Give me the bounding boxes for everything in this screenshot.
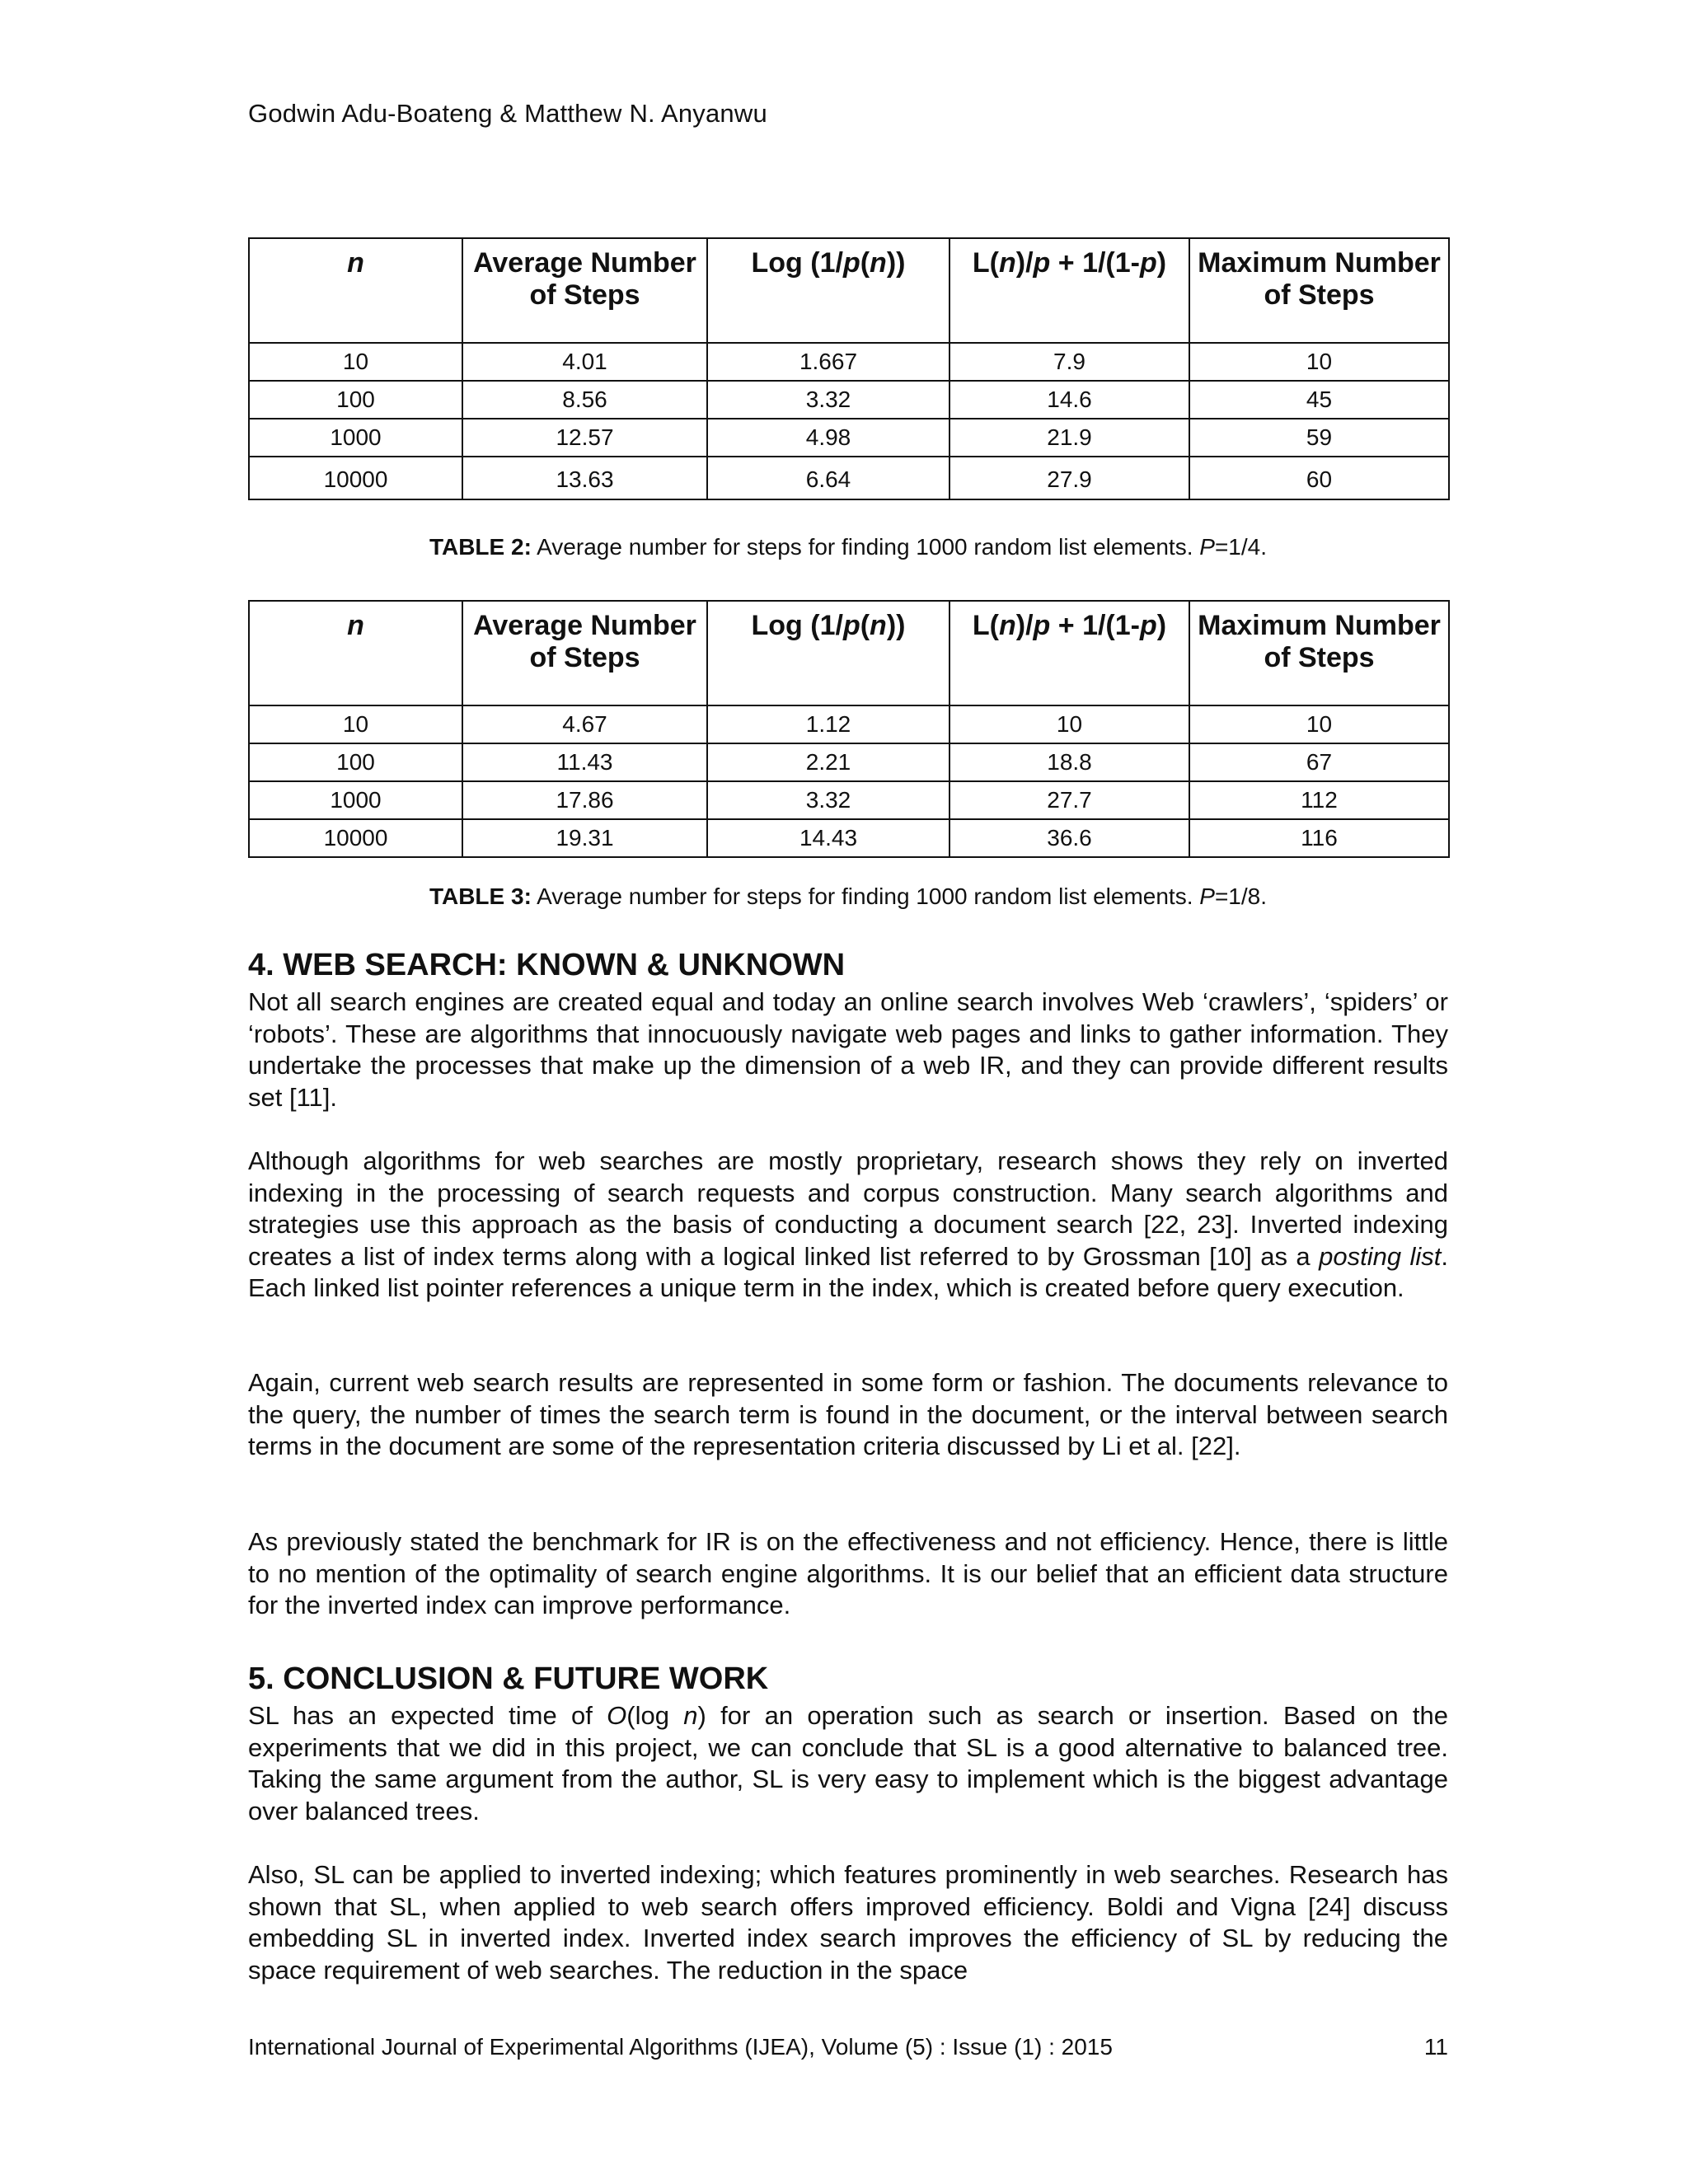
cell: 4.01 [462,343,707,381]
table-row [249,819,1449,857]
column-header-average-steps: Average Number of Steps [462,601,707,705]
table-row [249,419,1449,457]
column-header-log: Log (1/p(n)) [707,238,950,343]
cell: 36.6 [950,819,1189,857]
cell: 59 [1189,419,1449,457]
cell: 10 [950,705,1189,743]
column-header-n: n [249,601,462,705]
section-4-paragraph-3: Again, current web search results are represented in some form or fashion. The documents relevance to the query, the number of times the search term is found in the document, or the interval between search terms in the document are some of the representation criteria discussed by Li et al. [22]. [248,1368,1448,1460]
cell: 116 [1189,819,1449,857]
column-header-average-steps: Average Number of Steps [462,238,707,343]
cell: 1.12 [707,705,950,743]
table-3 [248,600,1450,858]
section-5-paragraph-2: Also, SL can be applied to inverted indexing; which features prominently in web searches. Research has shown that SL, when applied to web search offers improved efficiency. Boldi and Vigna [24] discuss embedding SL in inverted index. Inverted index search improves the efficiency of SL by reducing the space requirement of web searches. The reduction in the space [248,1860,1448,1985]
page-footer [248,2034,1448,2060]
cell: 4.98 [707,419,950,457]
column-header-ln-formula: L(n)/p + 1/(1-p) [950,601,1189,705]
cell: 10000 [249,819,462,857]
table-row [249,457,1449,499]
cell: 10 [249,705,462,743]
cell: 1.667 [707,343,950,381]
posting-list-term: posting list [1319,1241,1442,1271]
caption-p: P [1199,883,1215,909]
caption-label: TABLE 3: [429,883,532,909]
cell: 3.32 [707,781,950,819]
cell: 18.8 [950,743,1189,781]
cell: 100 [249,743,462,781]
table-row [249,343,1449,381]
cell: 10 [1189,343,1449,381]
cell: 21.9 [950,419,1189,457]
column-header-n: n [249,238,462,343]
table-row [249,381,1449,419]
cell: 2.21 [707,743,950,781]
caption-text: Average number for steps for finding 1000 random list elements. [531,883,1200,909]
cell: 60 [1189,457,1449,499]
table-2-caption [248,534,1448,560]
cell: 12.57 [462,419,707,457]
table-row [249,705,1449,743]
cell: 27.9 [950,457,1189,499]
page-number: 11 [1423,2034,1448,2060]
cell: 14.6 [950,381,1189,419]
cell: 10 [249,343,462,381]
section-4-paragraph-1: Not all search engines are created equal and today an online search involves Web ‘crawlers’, ‘spiders’ or ‘robots’. These are algorithms that innocuously navigate web pages and links to gather information. They undertake the processes that make up the dimension of a web IR, and they can provide different results set [11]. [248,987,1448,1112]
cell: 1000 [249,781,462,819]
cell: 7.9 [950,343,1189,381]
caption-text: Average number for steps for finding 1000 random list elements. [531,534,1200,560]
cell: 17.86 [462,781,707,819]
table-row [249,781,1449,819]
cell: 45 [1189,381,1449,419]
caption-p-value: =1/8. [1214,883,1268,909]
caption-label: TABLE 2: [429,534,532,560]
table-header-row [249,238,1449,343]
table-header-row [249,601,1449,705]
column-header-max-steps: Maximum Number of Steps [1189,601,1449,705]
cell: 27.7 [950,781,1189,819]
section-4-paragraph-2: Although algorithms for web searches are mostly proprietary, research shows they rely on inverted indexing in the processing of search requests and corpus construction. Many search algorithms and strategies use this approach as the basis of conducting a document search [22, 23]. Inverted indexing creates a list of index terms along with a logical linked list referred to by Grossman [10] as a posting list. Each linked list pointer references a unique term in the index, which is created before query execution. [248,1146,1448,1302]
section-5-paragraph-1: SL has an expected time of O(log n) for an operation such as search or insertion. Based on the experiments that we did in this project, we can conclude that SL is a good alternative to balanced tree. Taking the same argument from the author, SL is very easy to implement which is the biggest advantage over balanced trees. [248,1701,1448,1825]
cell: 4.67 [462,705,707,743]
table-row [249,743,1449,781]
cell: 67 [1189,743,1449,781]
cell: 10000 [249,457,462,499]
cell: 1000 [249,419,462,457]
journal-citation: International Journal of Experimental Algorithms (IJEA), Volume (5) : Issue (1) : 2015 [248,2034,1113,2060]
cell: 11.43 [462,743,707,781]
cell: 3.32 [707,381,950,419]
section-4-paragraph-4: As previously stated the benchmark for IR is on the effectiveness and not efficiency. Hence, there is little to no mention of the optimality of search engine algorithms. It is our belief that an efficient data structure for the inverted index can improve performance. [248,1527,1448,1619]
column-header-max-steps: Maximum Number of Steps [1189,238,1449,343]
cell: 13.63 [462,457,707,499]
section-4-heading: 4. WEB SEARCH: KNOWN & UNKNOWN [248,948,846,982]
cell: 6.64 [707,457,950,499]
table-3-caption [248,883,1448,910]
cell: 19.31 [462,819,707,857]
cell: 10 [1189,705,1449,743]
table-2 [248,237,1450,500]
cell: 100 [249,381,462,419]
cell: 8.56 [462,381,707,419]
section-5-heading: 5. CONCLUSION & FUTURE WORK [248,1661,769,1696]
caption-p: P [1199,534,1215,560]
cell: 14.43 [707,819,950,857]
caption-p-value: =1/4. [1214,534,1268,560]
running-header: Godwin Adu-Boateng & Matthew N. Anyanwu [248,99,767,128]
cell: 112 [1189,781,1449,819]
column-header-ln-formula: L(n)/p + 1/(1-p) [950,238,1189,343]
column-header-log: Log (1/p(n)) [707,601,950,705]
